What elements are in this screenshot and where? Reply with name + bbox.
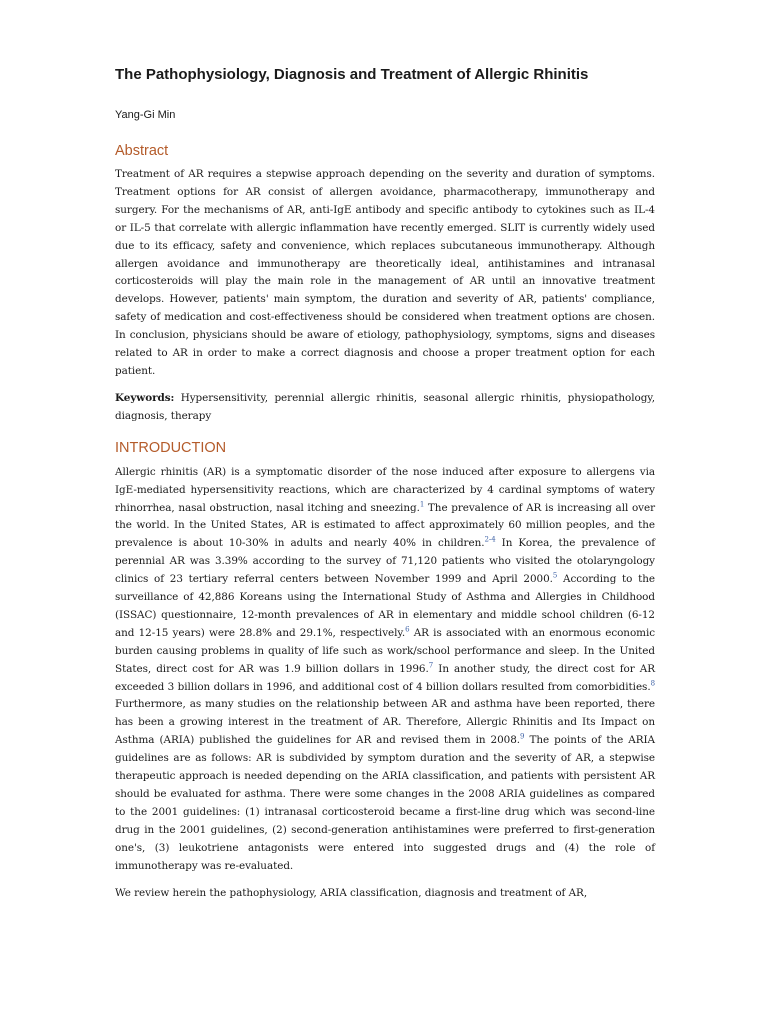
intro-text-5: AR is associated with an enormous economic burden causing problems in quality of life such as work/school performance and sleep. In the United States, direct cost for AR was 1.9 billion dollars in 1996. bbox=[115, 626, 655, 675]
intro-text-3: In Korea, the prevalence of perennial AR was 3.39% according to the survey of 71,120 patients who visited the otolaryngology clinics of 23 tertiary referral centers between November 1999 and April 2000. bbox=[115, 537, 655, 586]
introduction-heading: INTRODUCTION bbox=[115, 439, 227, 456]
introduction-paragraph-2: We review herein the pathophysiology, ARIA classification, diagnosis and treatment of AR, bbox=[115, 886, 588, 899]
article-title: The Pathophysiology, Diagnosis and Treatment of Allergic Rhinitis bbox=[115, 66, 589, 83]
abstract-text: Treatment of AR requires a stepwise approach depending on the severity and duration of symptoms. Treatment options for AR consist of allergen avoidance, pharmacotherapy, immunotherapy and surgery. For the mechanisms of AR, anti-IgE antibody and specific antibody to cytokines such as IL-4 or IL-5 that correlate with allergic inflammation have recently emerged. SLIT is currently widely used due to its efficacy, safety and convenience, which replaces subcutaneous immunotherapy. Although allergen avoidance and immunotherapy are theoretically ideal, antihistamines and intranasal corticosteroids will play the main role in the management of AR until an innovative treatment develops. However, patients' main symptom, the duration and severity of AR, patients' compliance, safety of medication and cost-effectiveness should be considered when treatment options are chosen. In conclusion, physicians should be aware of etiology, pathophysiology, symptoms, signs and diseases related to AR in order to make a correct diagnosis and choose a proper treatment option for each patient. bbox=[115, 168, 655, 377]
reference-link[interactable]: 1 bbox=[419, 500, 425, 509]
introduction-paragraph-1 bbox=[115, 464, 655, 876]
abstract-heading: Abstract bbox=[115, 143, 169, 159]
intro-text-6: In another study, the direct cost for AR exceeded 3 billion dollars in 1996, and additional cost of 4 billion dollars resulted from comorbidities. bbox=[115, 662, 655, 693]
keywords-label: Keywords: bbox=[115, 391, 175, 404]
intro-text-8: The points of the ARIA guidelines are as follows: AR is subdivided by symptom duration and the severity of AR, a stepwise therapeutic approach is needed depending on the ARIA classification, and patients with persistent AR should be evaluated for asthma. There were some changes in the 2008 ARIA guidelines as compared to the 2001 guidelines: (1) intranasal corticosteroid became a first-line drug which was second-line drug in the 2001 guidelines, (2) second-generation antihistamines were preferred to first-generation one's, (3) leukotriene antagonists were entered into suggested drugs and (4) the role of immunotherapy was re-evaluated. bbox=[115, 734, 655, 872]
keywords-list: Hypersensitivity, perennial allergic rhinitis, seasonal allergic rhinitis, physiopathology, diagnosis, therapy bbox=[115, 391, 655, 422]
intro-text-1: Allergic rhinitis (AR) is a symptomatic disorder of the nose induced after exposure to allergens via IgE-mediated hypersensitivity reactions, which are characterized by 4 cardinal symptoms of watery rhinorrhea, nasal obstruction, nasal itching and sneezing. bbox=[115, 465, 655, 514]
reference-link[interactable]: 8 bbox=[650, 679, 655, 688]
intro-text-7: Furthermore, as many studies on the relationship between AR and asthma have been reported, there has been a growing interest in the treatment of AR. Therefore, Allergic Rhinitis and Its Impact on Asthma (ARIA) published the guidelines for AR and revised them in 2008. bbox=[115, 698, 655, 747]
author-name[interactable]: Yang-Gi Min bbox=[115, 109, 176, 121]
reference-link[interactable]: 2-4 bbox=[484, 535, 496, 544]
intro-text-4: According to the surveillance of 42,886 Koreans using the International Study of Asthma and Allergies in Childhood (ISSAC) questionnaire, 12-month prevalences of AR in elementary and middle school children (6-12 and 12-15 years) were 28.8% and 29.1%, respectively. bbox=[115, 573, 655, 639]
keywords bbox=[115, 390, 655, 426]
reference-link[interactable]: 9 bbox=[520, 732, 525, 741]
intro-text-2: The prevalence of AR is increasing all over the world. In the United States, AR is estimated to affect approximately 60 million peoples, and the prevalence is about 10-30% in adults and nearly 40% in children. bbox=[115, 501, 655, 550]
reference-link[interactable]: 7 bbox=[428, 661, 434, 670]
article bbox=[115, 62, 655, 902]
reference-link[interactable]: 5 bbox=[552, 571, 558, 580]
reference-link[interactable]: 6 bbox=[405, 625, 410, 634]
